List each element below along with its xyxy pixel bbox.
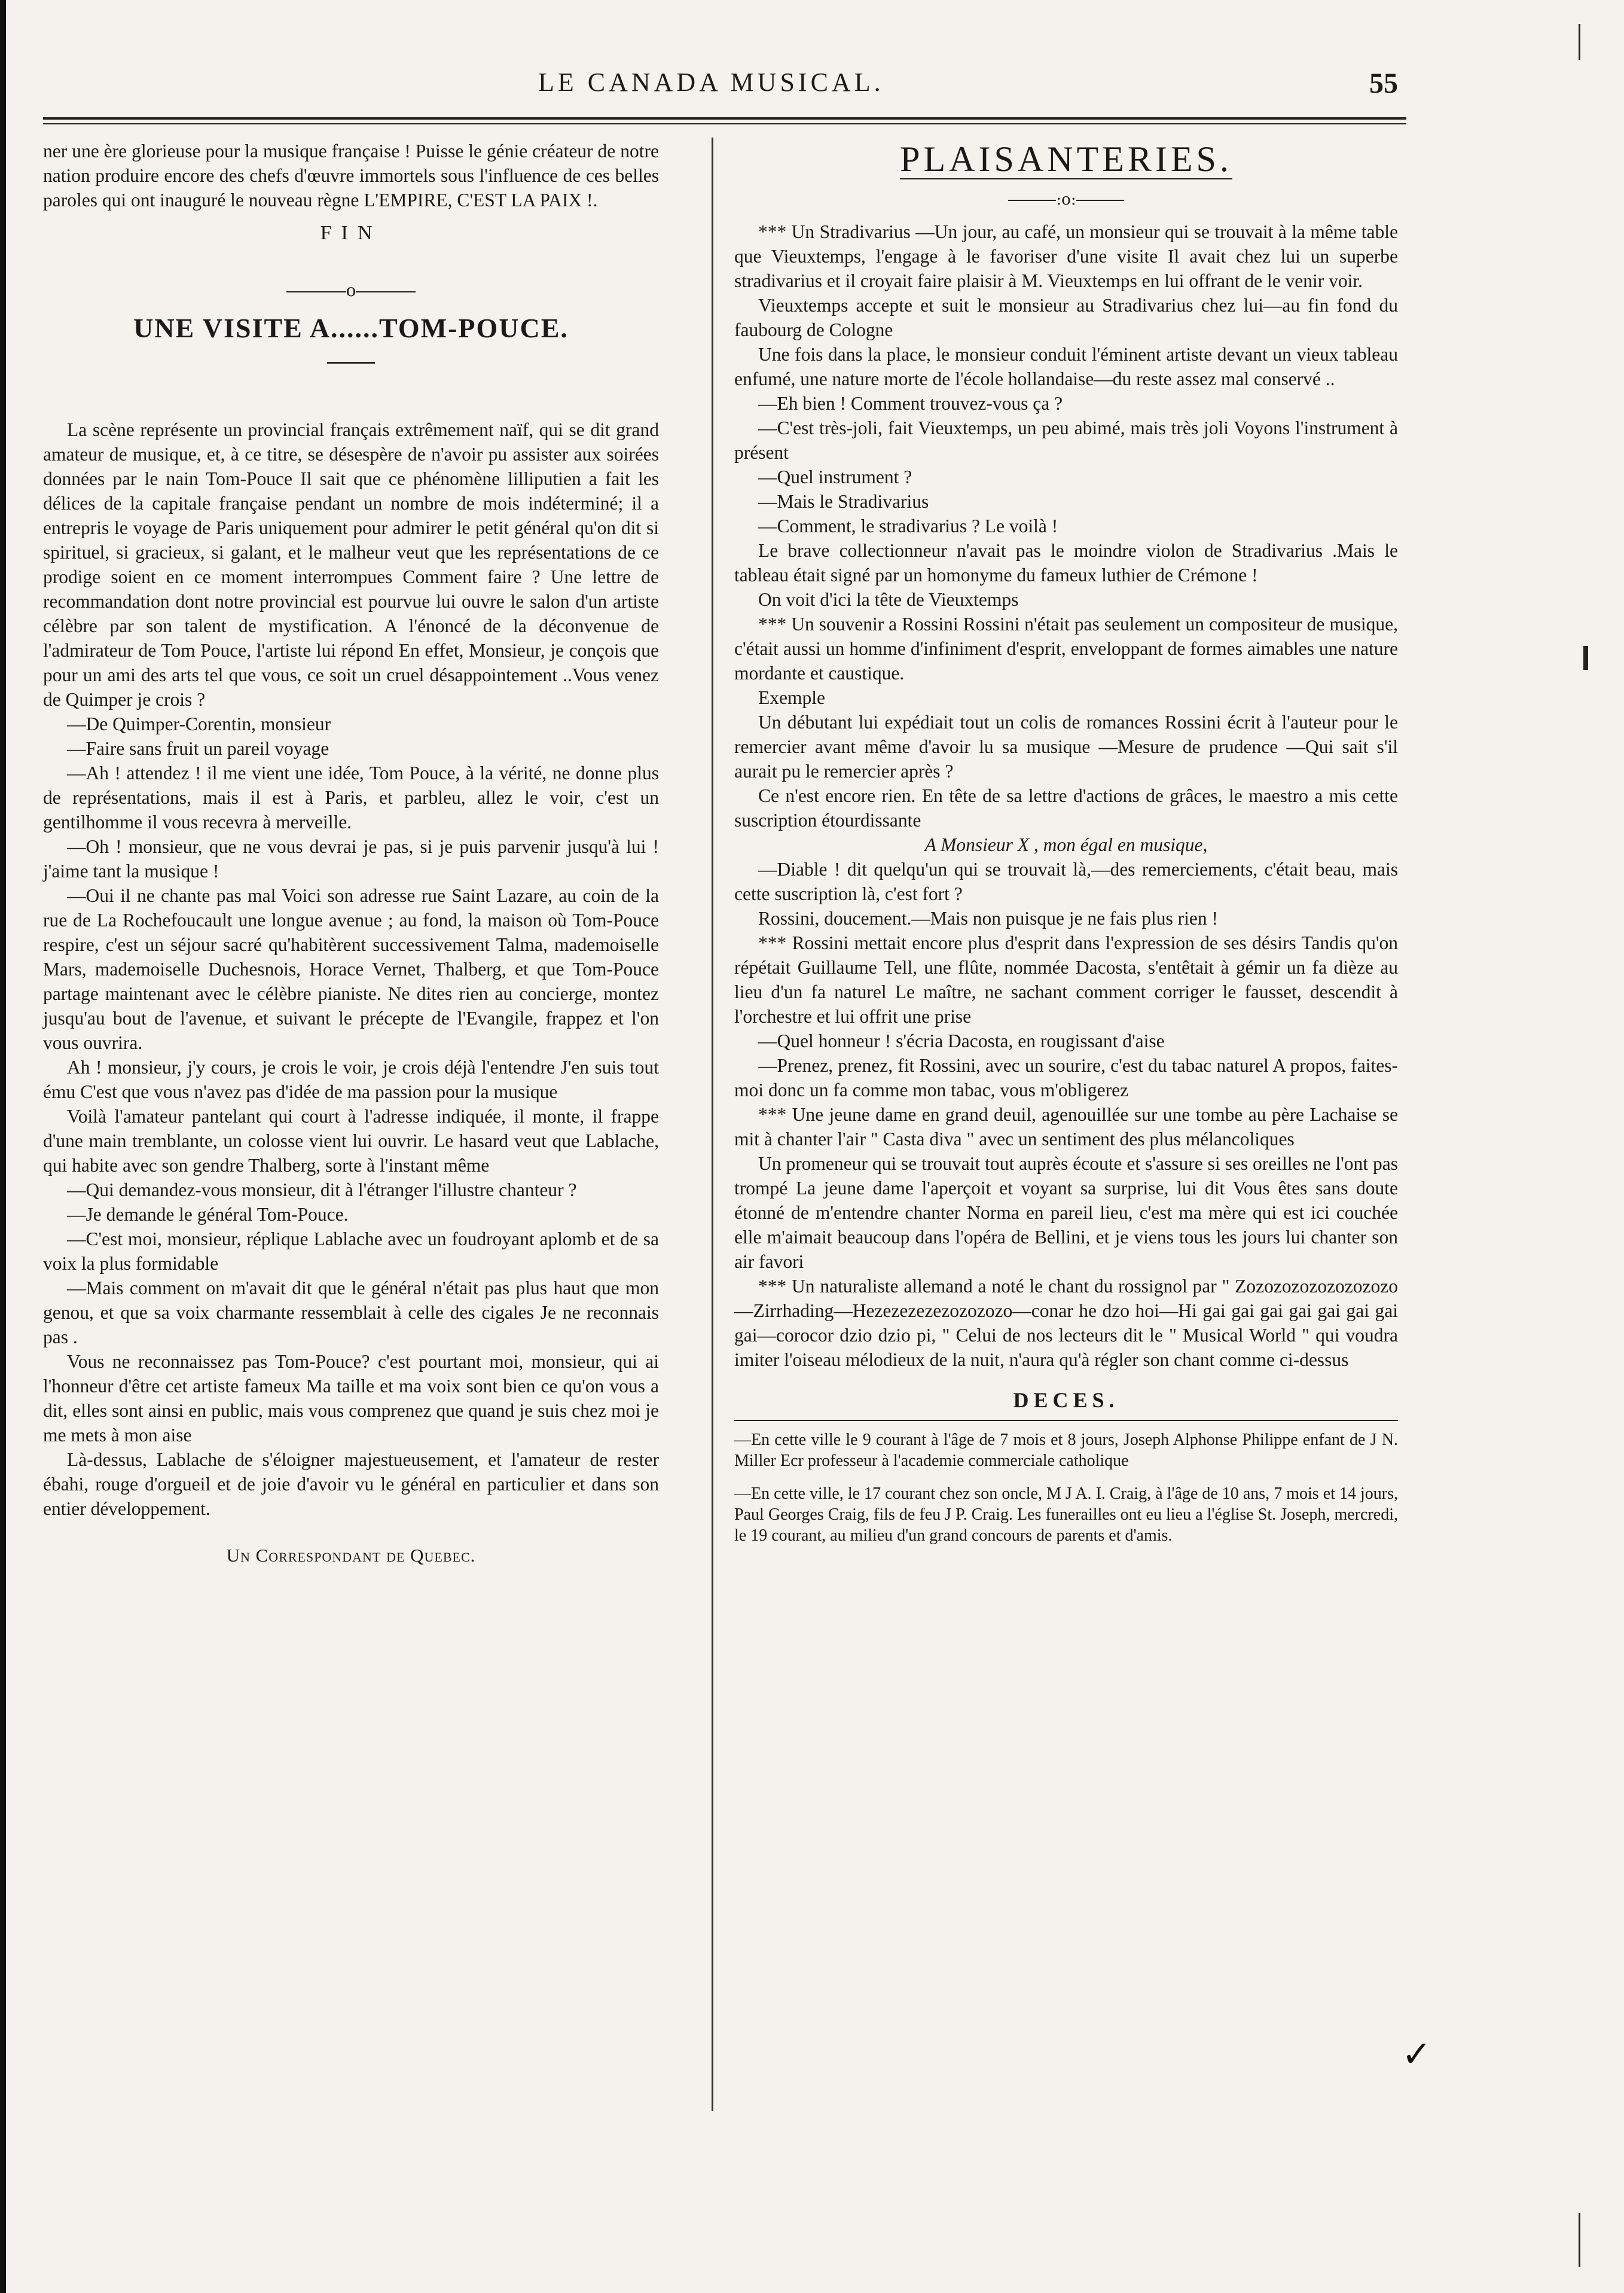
anecdote-paragraph: —Quel instrument ? [758, 466, 912, 487]
margin-mark [1579, 2213, 1580, 2267]
anecdote-paragraph: Exemple [758, 687, 825, 708]
article-paragraph: —De Quimper-Corentin, monsieur [67, 713, 331, 734]
anecdote-paragraph: —Mais le Stradivarius [758, 491, 929, 512]
header-rule-bottom [43, 123, 1406, 124]
article-paragraph: Vous ne reconnaissez pas Tom-Pouce? c'est pourtant moi, monsieur, qui ai l'honneur d'être cet artiste fameux Ma taille et ma voix sont bien ce qu'on vous a dit, elles sont ainsi en public, mais vous comprenez que quand je suis chez moi je me mets à mon aise [43, 1351, 659, 1446]
anecdote-paragraph: —Prenez, prenez, fit Rossini, avec un sourire, c'est du tabac naturel A propos, faites-moi donc un fa comme mon tabac, vous m'obligerez [734, 1055, 1398, 1100]
anecdote-paragraph: *** Une jeune dame en grand deuil, agenouillée sur une tombe au père Lachaise se mit à chanter l'air " Casta diva " avec un sentiment des plus mélancoliques [734, 1104, 1398, 1149]
anecdote-paragraph: —Diable ! dit quelqu'un qui se trouvait là,—des remerciements, c'était beau, mais cette suscription là, c'est fort ? [734, 859, 1398, 904]
anecdote-paragraph: —Quel honneur ! s'écria Dacosta, en rougissant d'aise [758, 1030, 1165, 1051]
anecdote-paragraph: Une fois dans la place, le monsieur conduit l'éminent artiste devant un vieux tableau enfumé, une nature morte de l'école hollandaise—du reste assez mal conservé .. [734, 344, 1398, 389]
anecdote-paragraph: *** Un naturaliste allemand a noté le chant du rossignol par " Zozozozozozozozozo—Zirrhading—Hezezezezezozozozo—conar he dzo hoi—Hi gai gai gai gai gai gai gai gai—corocor dzio dzio pi, " Celui de nos lecteurs dit le " Musical World " qui voudra imiter l'oiseau mélodieux de la nuit, n'aura qu'à régler son chant comme ci-dessus [734, 1276, 1398, 1370]
article-paragraph: —Je demande le général Tom-Pouce. [67, 1204, 349, 1225]
article-paragraph: La scène représente un provincial français extrêmement naïf, qui se dit grand amateur de musique, et, à ce titre, se désespère de n'avoir pu assister aux soirées données par le nain Tom-Pouce Il sait que ce phénomène lilliputien a fait les délices de la capitale française pendant un nombre de mois indéterminé; il a entrepris le voyage de Paris uniquement pour admirer le petit général qu'on dit si spirituel, si gracieux, si galant, et le malheur veut que les représentations de ce prodige soient en ce moment interrompues Comment faire ? Une lettre de recommandation dont notre provincial est pourvue lui ouvre le salon d'un artiste célèbre par son talent de mystification. A l'énoncé de la déconvenue de l'admirateur de Tom Pouce, l'artiste lui répond En effet, Monsieur, je conçois que pour un ami des arts tel que vous, ce soit un cruel désappointement ..Vous venez de Quimper je crois ? [43, 419, 659, 710]
article-paragraph: Voilà l'amateur pantelant qui court à l'adresse indiquée, il monte, il frappe d'une main tremblante, un colosse vient lui ouvrir. Le hasard veut que Lablache, qui habite avec son gendre Thalberg, sorte à l'instant même [43, 1106, 659, 1176]
fin-marker: FIN [320, 222, 382, 244]
anecdote-paragraph: *** Un Stradivarius —Un jour, au café, un monsieur qui se trouvait à la même table que Vieuxtemps, l'engage à le favoriser d'une visite Il avait chez lui un superbe stradivarius et il croyait faire plaisir à M. Vieuxtemps en lui offrant de le venir voir. [734, 221, 1398, 291]
anecdote-paragraph: Le brave collectionneur n'avait pas le moindre violon de Stradivarius .Mais le tableau était signé par un homonyme du fameux luthier de Crémone ! [734, 540, 1398, 586]
anecdote-paragraph: Ce n'est encore rien. En tête de sa lettre d'actions de grâces, le maestro a mis cette suscription étourdissante [734, 785, 1398, 831]
running-title: LE CANADA MUSICAL. [538, 68, 884, 97]
page-edge-shadow [0, 0, 6, 2293]
header-rule-top [43, 117, 1406, 120]
deces-rule [734, 1420, 1398, 1421]
anecdote-paragraph: —C'est très-joli, fait Vieuxtemps, un peu abimé, mais très joli Voyons l'instrument à présent [734, 417, 1398, 463]
margin-mark [1583, 646, 1588, 670]
article-signature: Un Correspondant de Quebec. [226, 1545, 476, 1566]
article-title: UNE VISITE A......TOM-POUCE. [133, 313, 569, 343]
anecdote-paragraph: Vieuxtemps accepte et suit le monsieur au Stradivarius chez lui—au fin fond du faubourg de Cologne [734, 295, 1398, 340]
article-paragraph: —Oh ! monsieur, que ne vous devrai je pas, si je puis parvenir jusqu'à lui ! j'aime tant la musique ! [43, 836, 659, 882]
deces-notice: —En cette ville le 9 courant à l'âge de 7 mois et 8 jours, Joseph Alphonse Philippe enfant de J N. Miller Ecr professeur à l'academie commerciale catholique [734, 1431, 1398, 1470]
separator-line [286, 291, 346, 292]
separator-glyph: o [346, 280, 356, 300]
deces-notice: —En cette ville, le 17 courant chez son oncle, M J A. I. Craig, à l'âge de 10 ans, 7 mois et 14 jours, Paul Georges Craig, fils de feu J P. Craig. Les funerailles ont eu lieu a l'église St. Joseph, mercredi, le 19 courant, au milieu d'un grand concours de parents et d'amis. [734, 1484, 1398, 1545]
section-separator [43, 280, 659, 300]
article-paragraph: —Mais comment on m'avait dit que le général n'était pas plus haut que mon genou, et que sa voix charmante ressemblait à celle des cigales Je ne reconnais pas . [43, 1277, 659, 1347]
deces-notices [734, 1429, 1398, 1546]
page-number: 55 [1369, 68, 1398, 99]
article-paragraph: —Ah ! attendez ! il me vient une idée, Tom Pouce, à la vérité, ne donne plus de représentations, mais il est à Paris, et parbleu, allez le voir, c'est un gentilhomme il vous recevra à merveille. [43, 763, 659, 833]
anecdote-paragraph: Un promeneur qui se trouvait tout auprès écoute et s'assure si ses oreilles ne l'ont pas trompé La jeune dame l'aperçoit et voyant sa surprise, lui dit Vous êtes sans doute étonné de m'entendre chanter Norma en pareil lieu, c'est ma mère qui est ici couchée elle m'aimait beaucoup dans l'opéra de Bellini, et je viens tous les jours lui chanter son air favori [734, 1153, 1398, 1272]
article-paragraph: —Oui il ne chante pas mal Voici son adresse rue Saint Lazare, au coin de la rue de La Rochefoucault une longue avenue ; au fond, la maison où Tom-Pouce respire, c'est un séjour sacré qu'habitèrent successivement Talma, mademoiselle Mars, mademoiselle Duchesnois, Horace Vernet, Thalberg, et que Tom-Pouce partage maintenant avec le célèbre pianiste. Ne dites rien au concierge, montez jusqu'au bout de l'avenue, et suivant le précepte de l'Evangile, frappez et l'on vous ouvrira. [43, 885, 659, 1053]
left-column [43, 139, 659, 1566]
right-column [734, 139, 1398, 1546]
separator-line [1076, 200, 1124, 201]
section-separator [734, 191, 1398, 209]
anecdote-paragraph: *** Un souvenir a Rossini Rossini n'était pas seulement un compositeur de musique, c'était aussi un homme d'infiniment d'esprit, enveloppant de formes aimables une nature mordante et caustique. [734, 614, 1398, 684]
anecdote-dedication: A Monsieur X , mon égal en musique, [924, 834, 1208, 855]
margin-mark [1579, 24, 1580, 60]
anecdote-paragraph: —Comment, le stradivarius ? Le voilà ! [758, 516, 1058, 536]
anecdote-paragraph: On voit d'ici la tête de Vieuxtemps [758, 589, 1019, 610]
separator-line [1008, 200, 1056, 201]
section-title-plaisanteries: PLAISANTERIES. [900, 139, 1232, 179]
handwritten-check-mark: ✓ [1402, 2033, 1432, 2075]
article-paragraph: —Qui demandez-vous monsieur, dit à l'étranger l'illustre chanteur ? [67, 1179, 577, 1200]
anecdote-paragraph: Un débutant lui expédiait tout un colis de romances Rossini écrit à l'auteur pour le remercier avant même d'avoir lu sa musique —Mesure de prudence —Qui sait s'il aurait pu le remercier après ? [734, 712, 1398, 782]
column-divider [712, 138, 713, 2111]
intro-paragraph: ner une ère glorieuse pour la musique française ! Puisse le génie créateur de notre nation produire encore des chefs d'œuvre immortels sous l'influence de ces belles paroles qui ont inauguré le nouveau règne L'EMPIRE, C'EST LA PAIX !. [43, 141, 659, 211]
article-paragraph: Là-dessus, Lablache de s'éloigner majestueusement, et l'amateur de rester ébahi, rouge d'orgueil et de joie d'avoir vu le général en particulier et dans son entier développement. [43, 1449, 659, 1519]
separator-glyph: :o: [1056, 191, 1076, 209]
deces-title: DECES. [1013, 1388, 1119, 1412]
article-paragraph: —C'est moi, monsieur, réplique Lablache avec un foudroyant aplomb et de sa voix la plus formidable [43, 1228, 659, 1274]
anecdote-paragraph: —Eh bien ! Comment trouvez-vous ça ? [758, 393, 1063, 414]
title-rule [327, 362, 375, 364]
anecdote-paragraph: Rossini, doucement.—Mais non puisque je ne fais plus rien ! [758, 908, 1219, 929]
anecdote-paragraph: *** Rossini mettait encore plus d'esprit dans l'expression de ses désirs Tandis qu'on répétait Guillaume Tell, une flûte, nommée Dacosta, s'entêtait à gémir un fa dièze au lieu d'un fa naturel Le maître, ne sachant comment corriger le fausset, descendit à l'orchestre et lui offrit une prise [734, 932, 1398, 1027]
article-paragraph: Ah ! monsieur, j'y cours, je crois le voir, je crois déjà l'entendre J'en suis tout ému C'est que vous n'avez pas d'idée de ma passion pour la musique [43, 1057, 659, 1102]
article-paragraph: —Faire sans fruit un pareil voyage [67, 738, 329, 759]
separator-line [356, 291, 416, 292]
